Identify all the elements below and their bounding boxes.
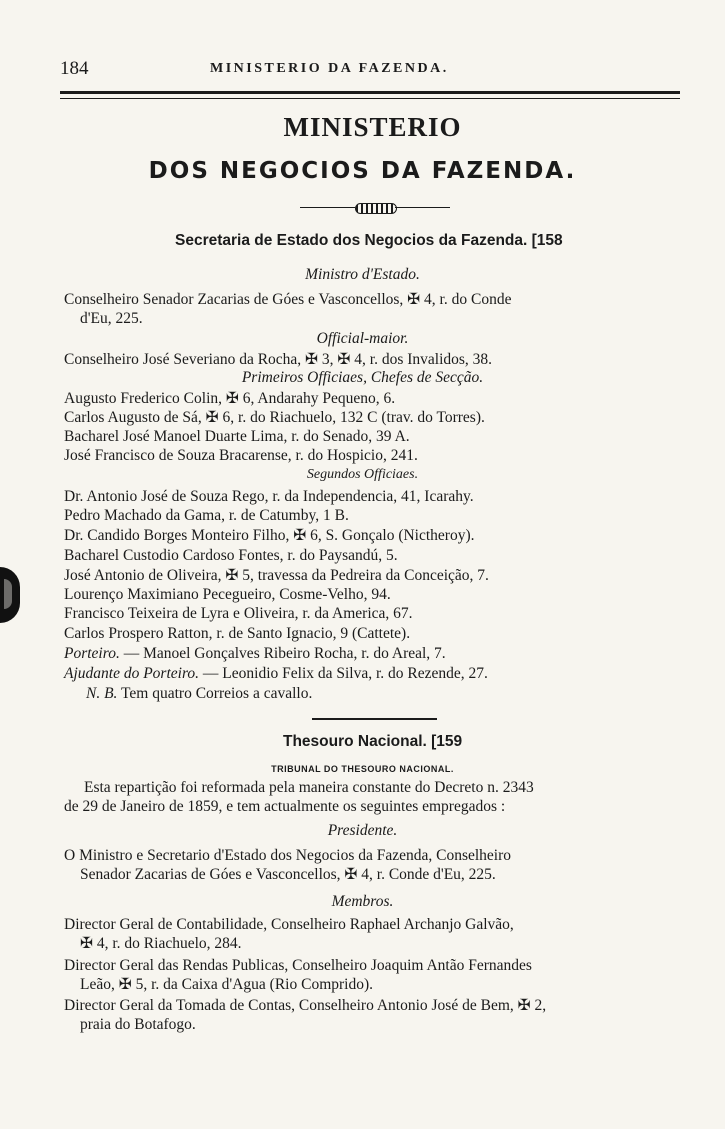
- entry-official-maior: Conselheiro José Severiano da Rocha, ✠ 3, ✠ 4, r. dos Invalidos, 38.: [64, 351, 493, 368]
- title-ministerio: MINISTERIO: [283, 112, 462, 142]
- role-segundos: Segundos Officiaes.: [306, 467, 419, 482]
- intro-line-1: Esta repartição foi reformada pela maneira constante do Decreto n. 2343: [84, 779, 534, 796]
- entry-primeiros-4: José Francisco de Souza Bracarense, r. do Hospicio, 241.: [64, 447, 418, 464]
- entry-segundos-5: José Antonio de Oliveira, ✠ 5, travessa da Pedreira da Conceição, 7.: [64, 567, 489, 584]
- entry-ajudante: [64, 664, 684, 683]
- role-membros: Membros.: [331, 893, 394, 910]
- nb-label: N. B.: [86, 685, 118, 702]
- entry-segundos-2: Pedro Machado da Gama, r. de Catumby, 1 B.: [64, 507, 349, 524]
- ajudante-text: — Leonidio Felix da Silva, r. do Rezende, 27.: [199, 665, 488, 682]
- ornament-divider: [300, 203, 450, 213]
- entry-primeiros-1: Augusto Frederico Colin, ✠ 6, Andarahy Pequeno, 6.: [64, 390, 396, 407]
- entry-line: O Ministro e Secretario d'Estado dos Negocios da Fazenda, Conselheiro: [64, 847, 512, 864]
- ajudante-label: Ajudante do Porteiro.: [64, 665, 200, 682]
- porteiro-text: — Manoel Gonçalves Ribeiro Rocha, r. do Areal, 7.: [119, 645, 446, 662]
- role-ministro: Ministro d'Estado.: [305, 266, 420, 283]
- header-rule: [60, 91, 680, 97]
- entry-line-cont: praia do Botafogo.: [80, 1016, 196, 1033]
- entry-line: Director Geral das Rendas Publicas, Conselheiro Joaquim Antão Fernandes: [64, 957, 532, 974]
- secretaria-heading: Secretaria de Estado dos Negocios da Fazenda. [158: [175, 232, 563, 249]
- thesouro-intro: [64, 778, 684, 816]
- entry-primeiros-3: Bacharel José Manoel Duarte Lima, r. do Senado, 39 A.: [64, 428, 410, 445]
- running-head: [60, 58, 680, 82]
- entry-membro-1: [64, 915, 684, 953]
- entry-line: Director Geral da Tomada de Contas, Conselheiro Antonio José de Bem, ✠ 2,: [64, 997, 547, 1014]
- title-negocios: DOS NEGOCIOS DA FAZENDA.: [148, 158, 577, 184]
- entry-porteiro: [64, 644, 684, 663]
- entry-membro-3: [64, 996, 684, 1034]
- entry-line-cont: Leão, ✠ 5, r. da Caixa d'Agua (Rio Comprido).: [80, 976, 374, 993]
- role-official-maior: Official-maior.: [316, 330, 409, 347]
- entry-nb: [86, 684, 706, 703]
- entry-segundos-6: Lourenço Maximiano Pecegueiro, Cosme-Velho, 94.: [64, 586, 391, 603]
- role-primeiros: Primeiros Officiaes, Chefes de Secção.: [241, 369, 484, 386]
- entry-primeiros-2: Carlos Augusto de Sá, ✠ 6, r. do Riachuelo, 132 C (trav. do Torres).: [64, 409, 485, 426]
- intro-line-2: de 29 de Janeiro de 1859, e tem actualmente os seguintes empregados :: [64, 798, 506, 815]
- margin-ink-blot: [0, 567, 20, 623]
- entry-line: Conselheiro Senador Zacarias de Góes e Vasconcellos, ✠ 4, r. do Conde: [64, 291, 512, 308]
- entry-segundos-7: Francisco Teixeira de Lyra e Oliveira, r. da America, 67.: [64, 605, 413, 622]
- page-number: 184: [60, 58, 89, 79]
- entry-line-cont: Senador Zacarias de Góes e Vasconcellos, ✠ 4, r. Conde d'Eu, 225.: [80, 866, 496, 883]
- entry-segundos-1: Dr. Antonio José de Souza Rego, r. da Independencia, 41, Icarahy.: [64, 488, 474, 505]
- entry-line-cont: ✠ 4, r. do Riachuelo, 284.: [80, 935, 242, 952]
- entry-line-cont: d'Eu, 225.: [80, 310, 143, 327]
- nb-text: Tem quatro Correios a cavallo.: [117, 685, 313, 702]
- entry-segundos-3: Dr. Candido Borges Monteiro Filho, ✠ 6, S. Gonçalo (Nictheroy).: [64, 527, 475, 544]
- thesouro-heading: Thesouro Nacional. [159: [283, 733, 463, 750]
- role-presidente: Presidente.: [327, 822, 398, 839]
- running-title: MINISTERIO DA FAZENDA.: [210, 61, 449, 76]
- entry-line: Director Geral de Contabilidade, Conselheiro Raphael Archanjo Galvão,: [64, 916, 514, 933]
- entry-ministro: [64, 290, 684, 328]
- section-rule: [312, 718, 437, 720]
- thesouro-subheading: TRIBUNAL DO THESOURO NACIONAL.: [271, 764, 454, 774]
- entry-segundos-4: Bacharel Custodio Cardoso Fontes, r. do Paysandú, 5.: [64, 547, 398, 564]
- entry-segundos-8: Carlos Prospero Ratton, r. de Santo Ignacio, 9 (Cattete).: [64, 625, 411, 642]
- porteiro-label: Porteiro.: [64, 645, 120, 662]
- entry-membro-2: [64, 956, 684, 994]
- entry-presidente: [64, 846, 684, 884]
